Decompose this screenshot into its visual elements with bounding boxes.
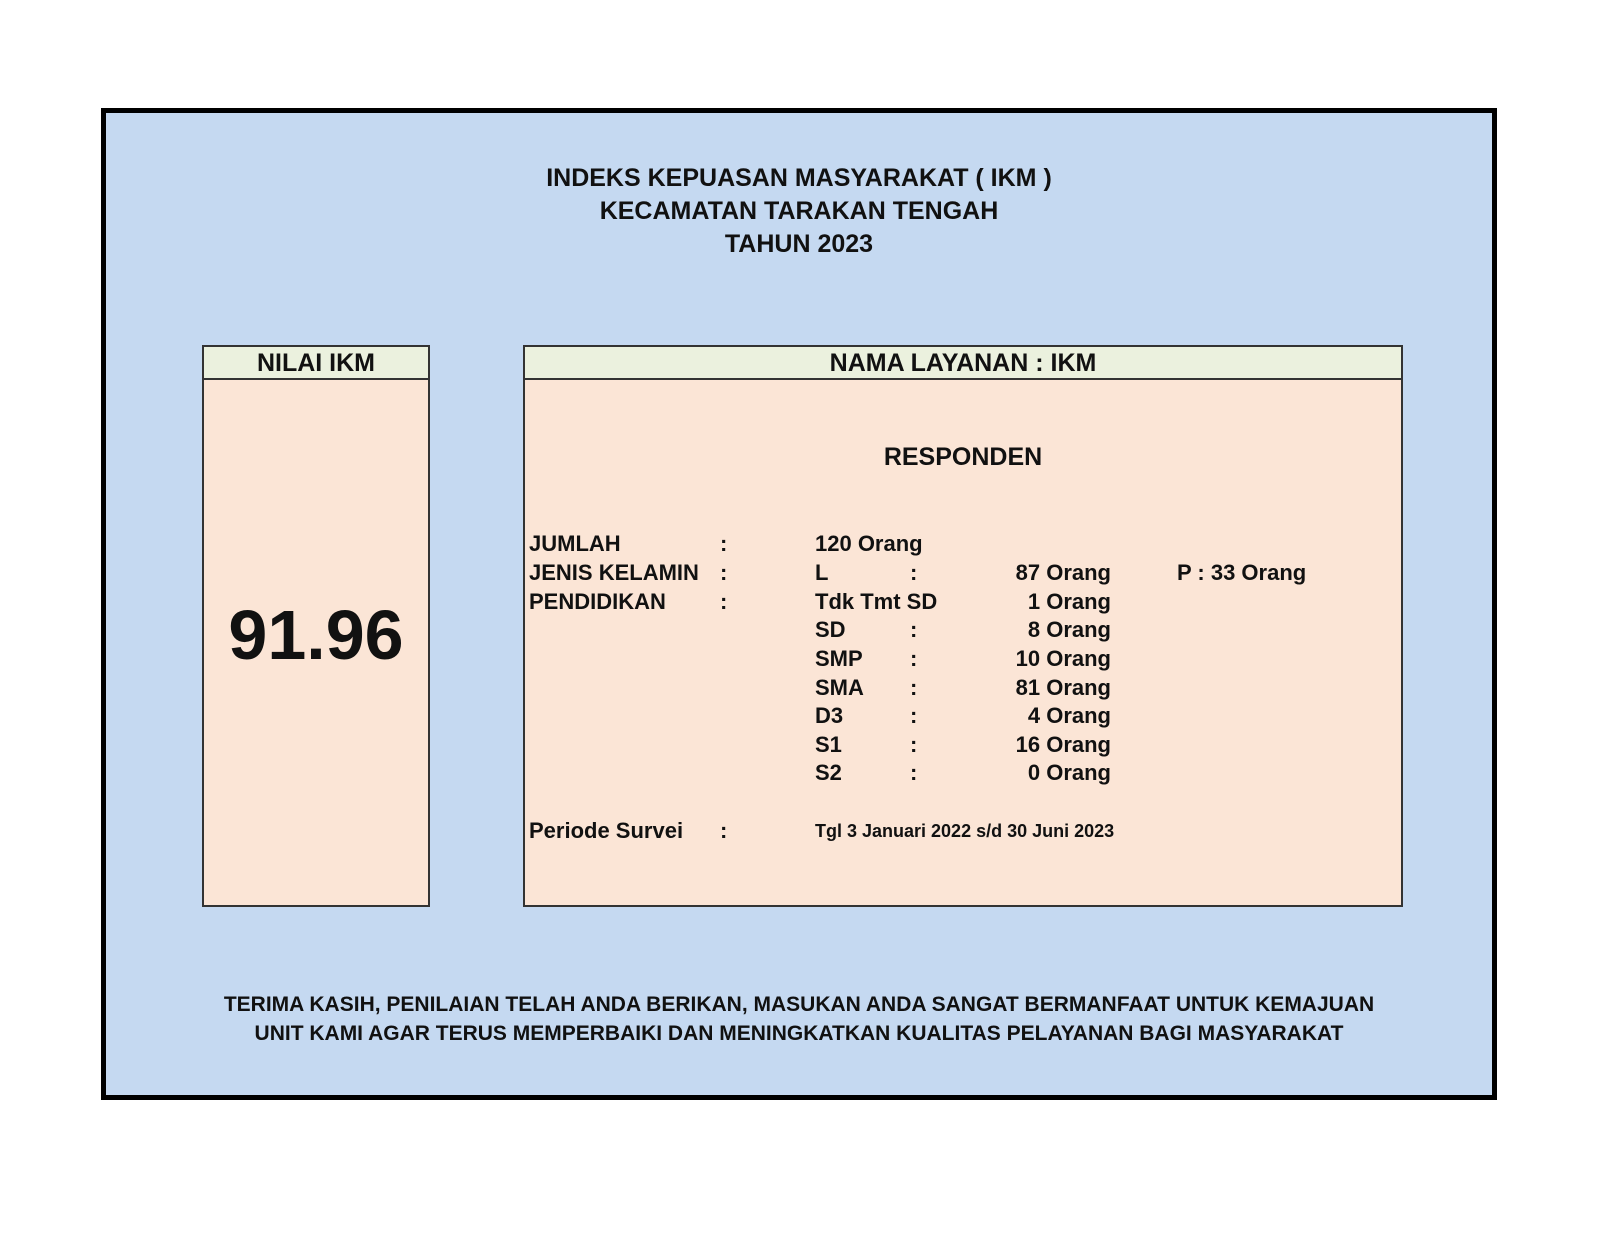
pendidikan-item-value: 10 Orang	[1015, 646, 1111, 671]
pendidikan-item-label: SD	[815, 617, 846, 642]
pendidikan-item-label: S1	[815, 732, 842, 757]
pendidikan-colon: :	[720, 589, 728, 614]
pendidikan-item-label: SMP	[815, 646, 863, 671]
nama-layanan-heading: NAMA LAYANAN : IKM	[525, 347, 1401, 380]
pendidikan-item-label: S2	[815, 760, 842, 785]
pendidikan-item-label: D3	[815, 703, 844, 728]
pendidikan-item-value: 1 Orang	[1027, 589, 1111, 614]
pendidikan-item-colon: :	[910, 675, 918, 700]
footer-line-1: TERIMA KASIH, PENILAIAN TELAH ANDA BERIKAN, MASUKAN ANDA SANGAT BERMANFAAT UNTUK KEMAJUAN	[223, 993, 1375, 1016]
nama-layanan-box	[523, 345, 1403, 907]
pendidikan-item-colon: :	[910, 760, 918, 785]
nilai-ikm-heading: NILAI IKM	[204, 347, 428, 380]
pendidikan-item-label: Tdk Tmt SD	[815, 589, 938, 614]
p-value: P : 33 Orang	[1177, 560, 1307, 585]
pendidikan-item-colon: :	[910, 617, 918, 642]
jumlah-value: 120 Orang	[815, 531, 923, 556]
jenis-kelamin-label: JENIS KELAMIN	[529, 560, 699, 585]
pendidikan-item-value: 81 Orang	[1015, 675, 1111, 700]
pendidikan-label: PENDIDIKAN	[529, 589, 666, 614]
pendidikan-item-colon: :	[910, 732, 918, 757]
periode-survei-colon: :	[720, 818, 728, 843]
title-line-3: TAHUN 2023	[724, 230, 874, 258]
title-line-1: INDEKS KEPUASAN MASYARAKAT ( IKM )	[546, 164, 1052, 192]
l-colon: :	[910, 560, 918, 585]
periode-survei-value: Tgl 3 Januari 2022 s/d 30 Juni 2023	[815, 821, 1115, 841]
l-value: 87 Orang	[1015, 560, 1111, 585]
l-label: L	[815, 560, 829, 585]
jenis-kelamin-colon: :	[720, 560, 728, 585]
pendidikan-item-value: 8 Orang	[1027, 617, 1111, 642]
nilai-ikm-box	[202, 345, 430, 907]
jumlah-label: JUMLAH	[529, 531, 621, 556]
pendidikan-item-label: SMA	[815, 675, 864, 700]
title-line-2: KECAMATAN TARAKAN TENGAH	[599, 197, 999, 225]
jumlah-colon: :	[720, 531, 728, 556]
pendidikan-item-colon: :	[910, 646, 918, 671]
footer-line-2: UNIT KAMI AGAR TERUS MEMPERBAIKI DAN MENINGKATKAN KUALITAS PELAYANAN BAGI MASYARAKAT	[254, 1022, 1344, 1045]
pendidikan-item-colon: :	[910, 703, 918, 728]
pendidikan-item-value: 4 Orang	[1027, 703, 1111, 728]
periode-survei-label: Periode Survei	[529, 818, 684, 843]
ikm-poster-frame	[101, 108, 1497, 1100]
responden-title: RESPONDEN	[883, 443, 1043, 471]
pendidikan-item-value: 16 Orang	[1015, 732, 1111, 757]
nilai-ikm-value: 91.96	[228, 596, 404, 674]
pendidikan-item-value: 0 Orang	[1027, 760, 1111, 785]
